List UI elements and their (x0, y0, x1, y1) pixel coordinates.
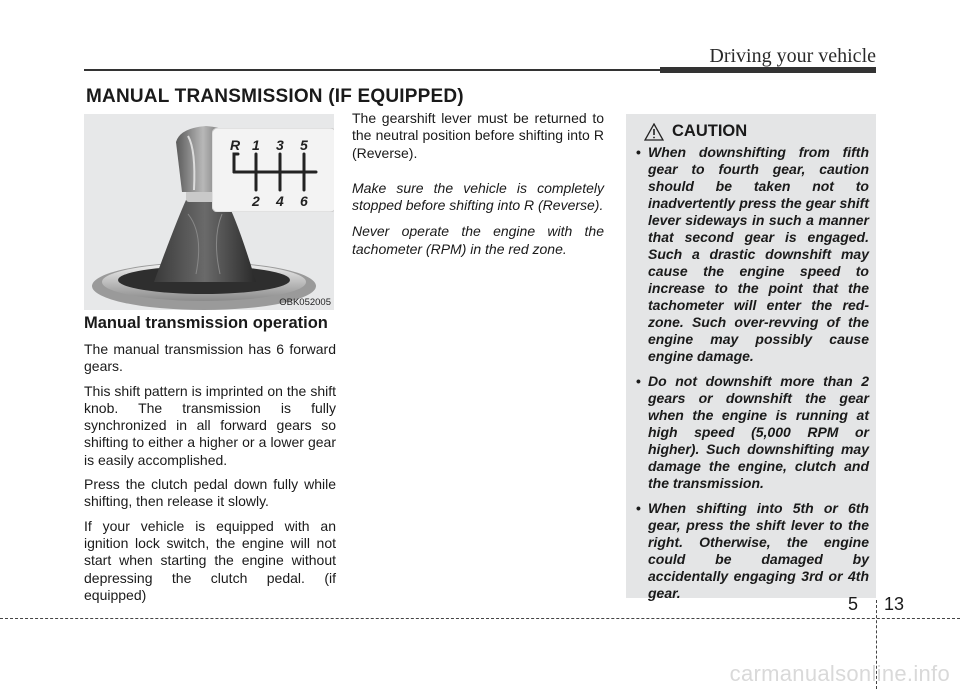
paragraph: The manual transmission has 6 forward gears. (84, 341, 336, 375)
caution-item: • When shifting into 5th or 6th gear, press the shift lever to the right. Otherwise, the engine could be damaged by accidentally engaging 3rd or 4th gear. (636, 500, 869, 601)
gear-label-3: 3 (276, 137, 284, 153)
gear-label-2: 2 (252, 193, 260, 209)
header-rule-accent (660, 67, 876, 73)
caution-list (636, 144, 869, 602)
caution-box (626, 114, 876, 601)
caution-item: • When downshifting from fifth gear to fourth gear, caution should be taken not to inadvertently press the gear shift lever sideways in such a manner that second gear is engaged. Such a drastic downshift may cause the engine speed to increase to the point that the tachometer will enter the red-zone. Such over-revving of the engine may possibly cause engine damage. (636, 144, 869, 364)
gear-label-4: 4 (276, 193, 284, 209)
italic-note: Never operate the engine with the tachometer (RPM) in the red zone. (352, 223, 604, 257)
left-column (84, 314, 336, 611)
section-number: 5 (848, 594, 859, 614)
warning-triangle-icon (644, 123, 664, 141)
paragraph: If your vehicle is equipped with an ignition lock switch, the engine will not start when starting the engine without depressing the clutch pedal. (if equipped) (84, 517, 336, 603)
caution-title: CAUTION (672, 122, 748, 140)
paragraph: Press the clutch pedal down fully while shifting, then release it slowly. (84, 476, 336, 510)
chapter-title: Driving your vehicle (709, 45, 876, 67)
caution-header (644, 122, 869, 141)
gear-label-1: 1 (252, 137, 260, 153)
figure-code: OBK052005 (279, 297, 331, 308)
paragraph: The gearshift lever must be returned to the neutral position before shifting into R (Reverse). (352, 110, 604, 161)
caution-item: • Do not downshift more than 2 gears or downshift the gear when the engine is running at high speed (5,000 RPM or higher). Such downshifting may damage the engine, clutch and the transmission. (636, 373, 869, 491)
gear-label-6: 6 (300, 193, 308, 209)
italic-note: Make sure the vehicle is completely stopped before shifting into R (Reverse). (352, 179, 604, 214)
section-title: MANUAL TRANSMISSION (IF EQUIPPED) (86, 86, 464, 107)
paragraph: This shift pattern is imprinted on the shift knob. The transmission is fully synchronized in all forward gears so shifting to either a higher or a lower gear is easily accomplished. (84, 382, 336, 468)
watermark: carmanualsonline.info (729, 661, 950, 686)
middle-column (352, 110, 604, 267)
shift-pattern-diagram (212, 128, 334, 212)
gear-shift-figure (84, 114, 334, 310)
header-rule (84, 69, 660, 71)
gear-label-r: R (230, 137, 241, 153)
footer-rule (0, 618, 960, 619)
subheading: Manual transmission operation (84, 314, 328, 332)
gear-label-5: 5 (300, 137, 308, 153)
page-number: 13 (884, 594, 905, 614)
